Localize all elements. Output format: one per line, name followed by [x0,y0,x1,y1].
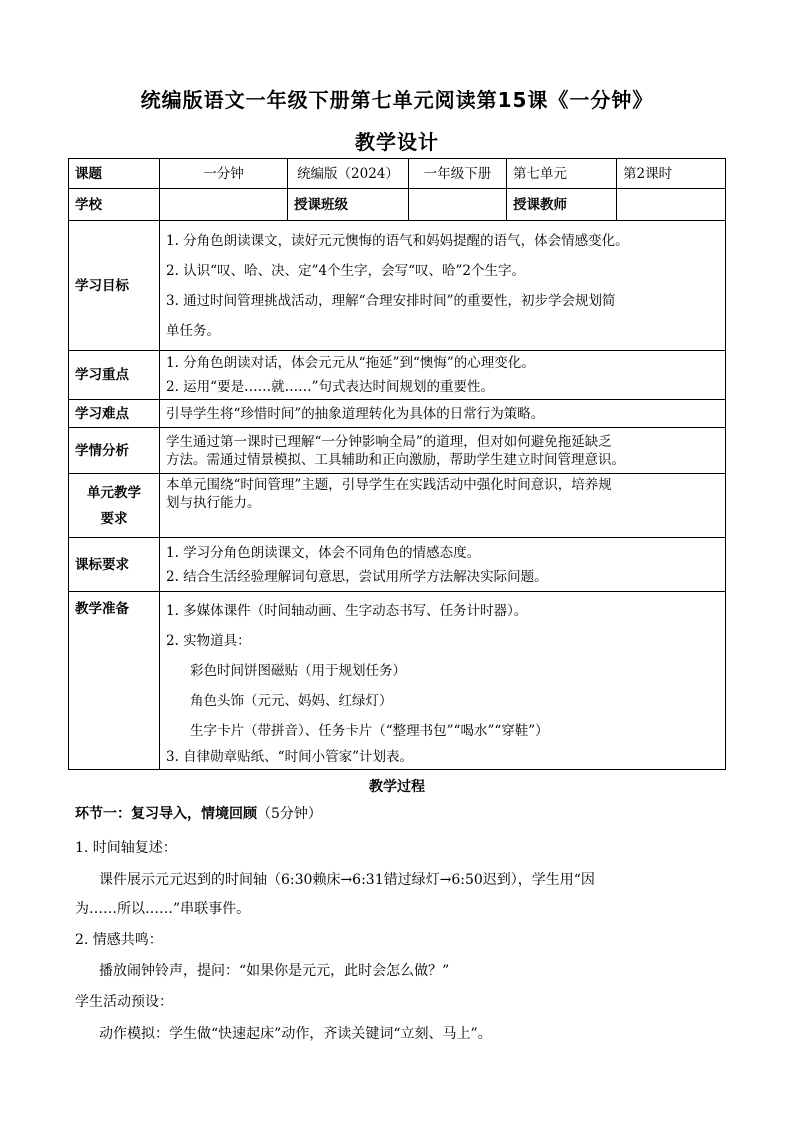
process-paragraph: 课件展示元元迟到的时间轴（6:30赖床→6:31错过绿灯→6:50迟到），学生用“因 [99,872,595,888]
goal-item: 2. 认识“叹、哈、决、定”4个生字，会写“叹、哈”2个生字。 [166,262,525,279]
label-teacher: 授课教师 [507,189,617,221]
analysis-line: 方法。需通过情景模拟、工具辅助和正向激励，帮助学生建立时间管理意识。 [166,451,625,468]
focus-item: 2. 运用“要是……就……”句式表达时间规划的重要性。 [166,379,494,395]
process-paragraph: 为……所以……”串联事件。 [75,901,251,917]
unit-requirement-content [160,474,726,538]
goal-item: 单任务。 [166,322,220,339]
table-row [69,221,726,351]
unit-line: 本单元围绕“时间管理”主题，引导学生在实践活动中强化时间意识，培养规 [166,477,612,493]
lesson-plan-table [68,158,726,770]
curriculum-item: 2. 结合生活经验理解词句意思，尝试用所学方法解决实际问题。 [166,568,548,585]
document-title: 统编版语文一年级下册第七单元阅读第15课《一分钟》 [140,88,654,112]
value-topic: 一分钟 [160,159,288,189]
table-row [69,351,726,400]
prep-item: 1. 多媒体课件（时间轴动画、生字动态书写、任务计时器）。 [166,603,528,619]
goals-content [160,221,726,351]
process-heading: 教学过程 [369,779,425,795]
label-topic: 课题 [69,159,160,189]
process-paragraph: 1. 时间轴复述： [75,840,177,856]
curriculum-content [160,538,726,592]
process-paragraph: 学生活动预设： [75,994,173,1010]
value-edition: 统编版（2024） [288,159,409,189]
label-difficulty: 学习难点 [69,400,160,428]
prep-item: 2. 实物道具： [166,633,251,649]
label-class: 授课班级 [288,189,409,221]
document-subtitle: 教学设计 [355,130,439,154]
unit-line: 划与执行能力。 [166,495,261,511]
label-unit-requirement [69,474,160,538]
table-row [69,400,726,428]
value-period: 第2课时 [617,159,726,189]
value-class [409,189,507,221]
prep-subitem: 彩色时间饼图磁贴（用于规划任务） [190,663,406,679]
value-unit: 第七单元 [507,159,617,189]
step-heading [75,804,725,824]
table-row [69,474,726,538]
process-paragraph: 播放闹钟铃声，提问：“如果你是元元，此时会怎么做？” [99,963,450,979]
focus-item: 1. 分角色朗读对话，体会元元从“拖延”到“懊悔”的心理变化。 [166,355,535,371]
label-preparation: 教学准备 [69,592,160,770]
label-curriculum: 课标要求 [69,538,160,592]
label-goals: 学习目标 [69,221,160,351]
difficulty-content: 引导学生将“珍惜时间”的抽象道理转化为具体的日常行为策略。 [160,400,726,428]
table-row [69,538,726,592]
preparation-content [160,592,726,770]
value-school [160,189,288,221]
table-row [69,159,726,189]
step-title: 环节一：复习导入，情境回顾 [75,806,257,822]
curriculum-item: 1. 学习分角色朗读课文，体会不同角色的情感态度。 [166,544,481,561]
label-focus: 学习重点 [69,351,160,400]
label-analysis: 学情分析 [69,428,160,474]
label-line: 要求 [100,510,128,527]
prep-subitem: 角色头饰（元元、妈妈、红绿灯） [190,693,393,709]
goal-item: 1. 分角色朗读课文，读好元元懊悔的语气和妈妈提醒的语气，体会情感变化。 [166,232,629,249]
prep-subitem: 生字卡片（带拼音）、任务卡片（“整理书包”“喝水”“穿鞋”） [190,723,549,739]
step-duration: （5分钟） [257,806,322,822]
value-grade: 一年级下册 [409,159,507,189]
label-line: 单元教学 [87,484,141,501]
label-school: 学校 [69,189,160,221]
analysis-content [160,428,726,474]
table-row [69,428,726,474]
goal-item: 3. 通过时间管理挑战活动，理解“合理安排时间”的重要性，初步学会规划简 [166,292,616,309]
prep-item: 3. 自律勋章贴纸、“时间小管家”计划表。 [166,749,413,765]
focus-content [160,351,726,400]
table-row [69,592,726,770]
value-teacher [617,189,726,221]
table-row [69,189,726,221]
process-paragraph: 2. 情感共鸣： [75,932,163,948]
analysis-line: 学生通过第一课时已理解“一分钟影响全局”的道理，但对如何避免拖延缺乏 [166,433,612,450]
process-paragraph: 动作模拟：学生做“快速起床”动作，齐读关键词“立刻、马上”。 [99,1026,492,1042]
